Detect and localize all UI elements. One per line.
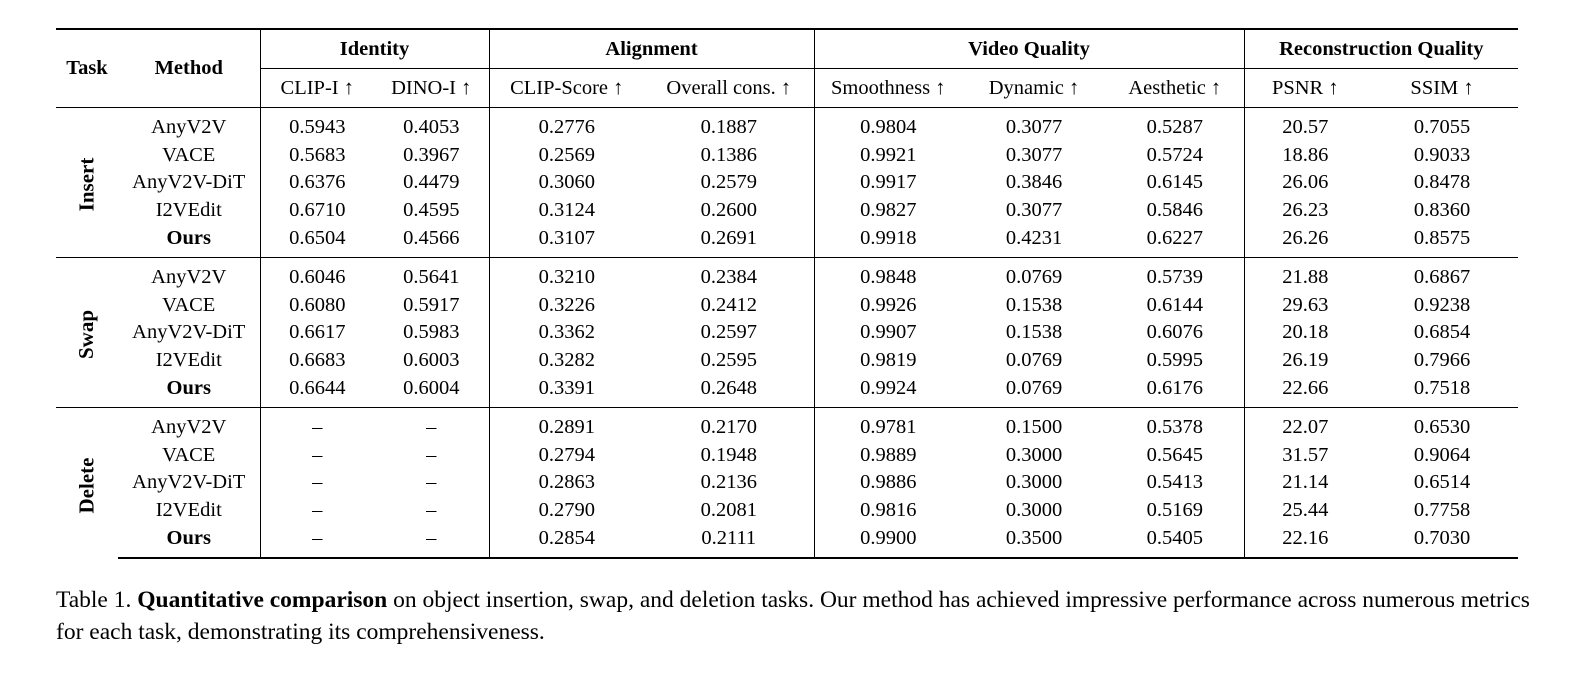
value-cell: 0.1948 [700,443,757,466]
value-cell: 0.1538 [1005,293,1063,316]
table-row [56,469,1518,497]
value-cell: 0.1538 [1005,321,1063,344]
value-cell: 0.6080 [260,292,374,320]
value-cell: 0.8575 [1413,226,1471,249]
value-cell: 0.9781 [814,407,962,441]
value-cell: 0.5983 [403,321,460,344]
method-cell: AnyV2V [118,407,260,441]
method-cell: Ours [166,376,211,399]
value-cell: 0.8360 [1413,199,1471,222]
task-header: Task [56,29,118,108]
value-cell: – [426,443,437,466]
value-cell: 0.2863 [489,469,644,497]
value-cell: 0.4231 [1005,226,1063,249]
value-cell: 0.3282 [489,347,644,375]
value-cell: 31.57 [1244,442,1366,470]
metric-header-psnr: PSNR ↑ [1244,69,1366,108]
value-cell: 0.6176 [1146,376,1203,399]
metric-header-dino-i: DINO-I ↑ [391,76,472,99]
value-cell: 0.5287 [1106,108,1244,142]
task-label-text: Insert [74,158,99,212]
value-cell: 20.57 [1244,108,1366,142]
method-cell: AnyV2V [118,108,260,142]
table-row [56,169,1518,197]
value-cell: 0.5846 [1146,199,1203,222]
value-cell: 0.7966 [1413,349,1471,372]
value-cell: 0.8478 [1413,171,1471,194]
method-cell: AnyV2V-DiT [132,471,246,494]
value-cell: 0.4595 [403,199,460,222]
method-cell: VACE [162,143,216,166]
value-cell: 29.63 [1244,292,1366,320]
caption-prefix: Table 1. [56,587,138,613]
value-cell: 0.6004 [403,376,460,399]
value-cell: 20.18 [1244,319,1366,347]
value-cell: – [426,471,437,494]
value-cell: 0.9900 [814,524,962,558]
task-label [56,108,118,258]
value-cell: 26.06 [1244,169,1366,197]
value-cell: 0.9848 [814,257,962,291]
value-cell: – [260,442,374,470]
value-cell: 0.6710 [260,197,374,225]
value-cell: 0.6530 [1366,407,1518,441]
metric-header-overall-cons: Overall cons. ↑ [666,76,792,99]
value-cell: 25.44 [1244,497,1366,525]
value-cell: – [374,407,489,441]
value-cell: 22.07 [1244,407,1366,441]
value-cell: 0.2579 [700,171,757,194]
value-cell: 0.3846 [1005,171,1063,194]
value-cell: 18.86 [1244,142,1366,170]
caption-text: on object insertion, swap, and deletion tasks. Our method has achieved impressive performance across numerous metrics for each task, demonstrating its comprehensiveness. [56,587,1530,645]
method-cell: Ours [118,524,260,558]
value-cell: 0.0769 [1005,349,1063,372]
value-cell: 26.19 [1244,347,1366,375]
value-cell: 0.7055 [1366,108,1518,142]
value-cell: 0.3107 [489,224,644,257]
method-cell: Ours [166,226,211,249]
caption-bold: Quantitative comparison [137,587,388,613]
value-cell: 0.6504 [260,224,374,257]
value-cell: 0.6144 [1146,293,1203,316]
method-cell: AnyV2V-DiT [132,321,246,344]
value-cell: 0.3124 [489,197,644,225]
value-cell: 0.2648 [700,376,757,399]
value-cell: 0.2170 [644,407,814,441]
value-cell: 0.3077 [1005,199,1063,222]
value-cell: 22.66 [1244,374,1366,407]
value-cell: 0.2691 [700,226,757,249]
value-cell: 0.9921 [814,142,962,170]
value-cell: 0.5413 [1146,471,1203,494]
metric-header-clip-i: CLIP-I ↑ [260,69,374,108]
header-row-groups [56,29,1518,69]
value-cell: 0.5917 [403,293,460,316]
value-cell: 0.1500 [962,407,1106,441]
value-cell: – [260,497,374,525]
value-cell: 0.5724 [1146,143,1203,166]
table-row [56,292,1518,320]
value-cell: 0.3967 [403,143,460,166]
metric-header-clip-score: CLIP-Score ↑ [489,69,644,108]
value-cell: 21.14 [1244,469,1366,497]
value-cell: 0.5641 [374,257,489,291]
value-cell: 0.2384 [644,257,814,291]
task-label-text: Swap [74,310,99,360]
value-cell: 0.9804 [814,108,962,142]
value-cell: 0.3391 [489,374,644,407]
value-cell: 0.5405 [1106,524,1244,558]
table-row [56,142,1518,170]
value-cell: 0.6854 [1413,321,1471,344]
value-cell: 0.1887 [644,108,814,142]
method-cell: AnyV2V-DiT [132,171,246,194]
value-cell: 0.2136 [700,471,757,494]
results-table [56,28,1518,559]
task-label-text: Delete [74,457,99,514]
method-cell: I2VEdit [155,349,222,372]
value-cell: 0.4053 [374,108,489,142]
metric-header-ssim: SSIM ↑ [1410,76,1474,99]
value-cell: 26.26 [1244,224,1366,257]
value-cell: 0.2111 [644,524,814,558]
value-cell: – [260,524,374,558]
value-cell: 0.0769 [962,257,1106,291]
group-header-reconstruction-quality: Reconstruction Quality [1244,29,1518,69]
value-cell: 0.5683 [260,142,374,170]
table-body [56,108,1518,558]
value-cell: 0.5943 [260,108,374,142]
value-cell: 0.9926 [814,292,962,320]
task-label [56,407,118,557]
value-cell: 0.9889 [814,442,962,470]
table-row [56,347,1518,375]
value-cell: 0.3226 [489,292,644,320]
value-cell: 0.6003 [403,349,460,372]
value-cell: 0.9886 [814,469,962,497]
value-cell: 0.2569 [489,142,644,170]
value-cell: 0.5169 [1146,499,1203,522]
value-cell: 0.9918 [814,224,962,257]
value-cell: 0.6644 [260,374,374,407]
value-cell: 0.2597 [700,321,757,344]
value-cell: 0.3210 [489,257,644,291]
value-cell: 0.6376 [260,169,374,197]
value-cell: 0.4566 [403,226,460,249]
method-cell: I2VEdit [155,499,222,522]
value-cell: 0.3362 [489,319,644,347]
value-cell: – [374,524,489,558]
method-cell: AnyV2V [118,257,260,291]
value-cell: 0.2600 [700,199,757,222]
group-header-alignment: Alignment [489,29,814,69]
method-header: Method [118,29,260,108]
value-cell: 0.9064 [1413,443,1471,466]
value-cell: 0.6683 [260,347,374,375]
value-cell: 0.3500 [962,524,1106,558]
value-cell: 0.7518 [1413,376,1471,399]
value-cell: 0.2891 [489,407,644,441]
table-row [56,197,1518,225]
value-cell: – [426,499,437,522]
value-cell: 0.3077 [1005,143,1063,166]
method-cell: I2VEdit [155,199,222,222]
value-cell: 0.2790 [489,497,644,525]
task-label [56,257,118,407]
value-cell: 0.9819 [814,347,962,375]
table-row [56,442,1518,470]
value-cell: 0.5378 [1106,407,1244,441]
method-cell: VACE [162,293,216,316]
value-cell: 0.9924 [814,374,962,407]
table-row [56,374,1518,407]
value-cell: 0.9238 [1413,293,1471,316]
value-cell: 0.3000 [1005,443,1063,466]
value-cell: 0.5739 [1106,257,1244,291]
value-cell: 0.3060 [489,169,644,197]
value-cell: 0.6046 [260,257,374,291]
value-cell: 0.9033 [1413,143,1471,166]
value-cell: 0.9907 [814,319,962,347]
value-cell: 0.6076 [1146,321,1203,344]
value-cell: 0.4479 [403,171,460,194]
value-cell: 0.2412 [700,293,757,316]
metric-header-dynamic: Dynamic ↑ [988,76,1080,99]
value-cell: 0.2595 [700,349,757,372]
table-row [56,108,1518,142]
value-cell: 0.9917 [814,169,962,197]
metric-header-aesthetic: Aesthetic ↑ [1128,76,1222,99]
value-cell: 21.88 [1244,257,1366,291]
value-cell: 0.6227 [1146,226,1203,249]
group-header-video-quality: Video Quality [814,29,1244,69]
header-row-metrics [56,69,1518,108]
table-row [56,497,1518,525]
value-cell: 0.2776 [489,108,644,142]
value-cell: 0.2854 [489,524,644,558]
value-cell: 0.2794 [489,442,644,470]
value-cell: 0.1386 [700,143,757,166]
value-cell: 0.6867 [1366,257,1518,291]
table-row [56,257,1518,291]
value-cell: 0.9816 [814,497,962,525]
value-cell: 0.6145 [1146,171,1203,194]
method-cell: VACE [162,443,216,466]
value-cell: – [260,469,374,497]
value-cell: 0.6617 [260,319,374,347]
group-header-identity: Identity [260,29,489,69]
value-cell: 0.3000 [1005,499,1063,522]
table-row [56,319,1518,347]
table-row [56,407,1518,441]
table-row [56,524,1518,558]
value-cell: 0.5645 [1146,443,1203,466]
value-cell: 0.7758 [1413,499,1471,522]
value-cell: 0.7030 [1366,524,1518,558]
value-cell: 0.9827 [814,197,962,225]
value-cell: 0.3077 [962,108,1106,142]
value-cell: 0.5995 [1146,349,1203,372]
value-cell: 22.16 [1244,524,1366,558]
value-cell: 0.0769 [1005,376,1063,399]
value-cell: 0.2081 [700,499,757,522]
value-cell: 0.3000 [1005,471,1063,494]
value-cell: 0.6514 [1413,471,1471,494]
table-row [56,224,1518,257]
value-cell: – [260,407,374,441]
metric-header-smoothness: Smoothness ↑ [814,69,962,108]
value-cell: 26.23 [1244,197,1366,225]
table-caption [56,584,1531,648]
